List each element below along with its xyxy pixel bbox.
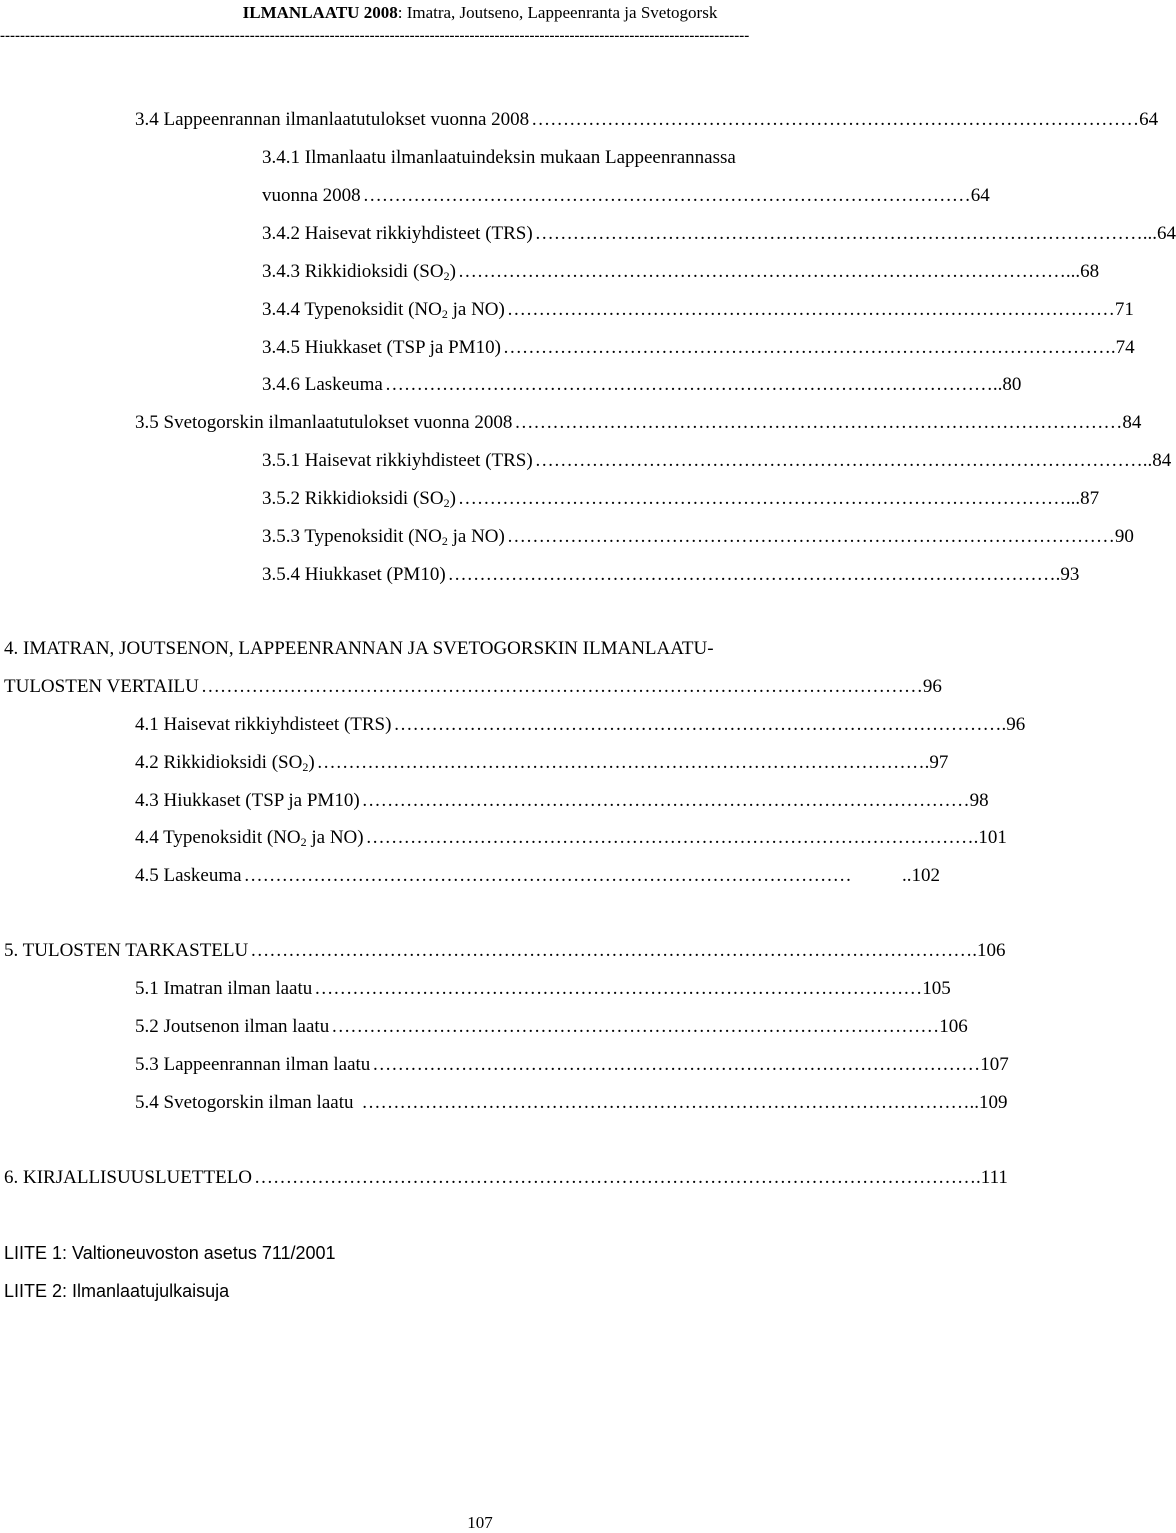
toc-entry-title: 6. KIRJALLISUUSLUETTELO <box>4 1167 253 1188</box>
toc-page-number: .96 <box>1001 714 1026 735</box>
toc-page-number: 98 <box>969 790 989 811</box>
toc-page-number: .74 <box>1110 337 1135 358</box>
toc-entry-4-line1[interactable]: 4. IMATRAN, JOUTSENON, LAPPEENRANNAN JA SVETOGORSKIN ILMANLAATU- <box>4 638 714 659</box>
toc-entry-title: 4.2 Rikkidioksidi $(SO_2)$ <box>135 752 315 774</box>
toc-leader-dots: …………………………………………………………………………………… <box>457 488 1066 509</box>
toc-leader-dots: …………………………………………………………………………………… <box>384 374 993 395</box>
toc-leader-dots: …………………………………………………………………………………… <box>372 1054 981 1075</box>
toc-entry-3-4[interactable] <box>135 108 1159 132</box>
toc-entry-3-5-4[interactable] <box>262 563 1080 587</box>
toc-page-number: .101 <box>973 827 1007 848</box>
appendix-1[interactable]: LIITE 1: Valtioneuvoston asetus 711/2001 <box>4 1243 336 1263</box>
toc-entry-title: 3.5.4 Hiukkaset (PM10) <box>262 564 446 585</box>
toc-leader-dots: …………………………………………………………………………………………………… <box>200 676 923 697</box>
toc-page-number: 90 <box>1114 526 1134 547</box>
toc-entry-4-2[interactable] <box>135 751 949 775</box>
toc-leader-dots: …………………………………………………………………………………… <box>534 223 1143 244</box>
toc-leader-dots: …………………………………………………………………………………… <box>365 827 974 848</box>
header-dash-rule: ------------------------------------------------------------------------------------------------------------------------------------------------------ <box>0 28 750 44</box>
toc-entry-5-2[interactable] <box>135 1015 968 1039</box>
toc-entry-4-5[interactable] <box>135 864 940 888</box>
running-header-title <box>0 3 960 23</box>
toc-entry-title: TULOSTEN VERTAILU <box>4 676 199 697</box>
toc-page-number: 64 <box>970 185 990 206</box>
toc-entry-3-4-1[interactable] <box>262 184 990 208</box>
toc-page-number: ..84 <box>1142 450 1172 471</box>
toc-entry-3-5[interactable] <box>135 411 1142 435</box>
toc-leader-dots: …………………………………………………………………………………… <box>506 299 1115 320</box>
toc-page-number: ..80 <box>992 374 1022 395</box>
toc-page-number: ..102 <box>902 865 940 886</box>
toc-leader-dots: …………………………………………………………………………………… <box>502 337 1111 358</box>
toc-entry-title: 3.4.3 Rikkidioksidi $(SO_2)$ <box>262 261 456 283</box>
toc-entry-3-4-5[interactable] <box>262 336 1135 360</box>
toc-leader-dots: …………………………………………………………………………………… <box>316 752 925 773</box>
toc-entry-title: 5.1 Imatran ilman laatu <box>135 978 313 999</box>
toc-page-number: ...68 <box>1065 261 1100 282</box>
toc-entry-title: 3.5.2 Rikkidioksidi $(SO_2)$ <box>262 488 456 510</box>
toc-page-number: 96 <box>922 676 942 697</box>
toc-entry-title: 5. TULOSTEN TARKASTELU <box>4 940 249 961</box>
toc-leader-dots: …………………………………………………………………………………… <box>506 526 1115 547</box>
toc-leader-dots: …………………………………………………………………………………… <box>534 450 1143 471</box>
toc-entry-3-4-6[interactable] <box>262 373 1022 397</box>
toc-leader-dots: …………………………………………………………………………………… <box>514 412 1123 433</box>
toc-entry-4[interactable] <box>4 675 940 699</box>
toc-leader-dots: …………………………………………………………………………………… <box>447 564 1056 585</box>
header-title-rest: : Imatra, Joutseno, Lappeenranta ja Svetogorsk <box>397 3 718 22</box>
toc-page-number: .93 <box>1055 564 1080 585</box>
toc-page-number: .97 <box>924 752 949 773</box>
toc-entry-5-1[interactable] <box>135 977 951 1001</box>
toc-page-number: ..109 <box>969 1092 1008 1113</box>
toc-entry-title: 5.3 Lappeenrannan ilman laatu <box>135 1054 371 1075</box>
toc-page-number: 107 <box>980 1054 1009 1075</box>
toc-entry-3-4-1-line1[interactable]: 3.4.1 Ilmanlaatu ilmanlaatuindeksin mukaan Lappeenrannassa <box>262 147 736 168</box>
toc-page-number: .111 <box>976 1167 1008 1188</box>
toc-leader-dots: …………………………………………………………………………………… <box>362 185 971 206</box>
toc-entry-5[interactable] <box>4 939 1006 963</box>
toc-page-number: ...87 <box>1065 488 1100 509</box>
toc-entry-title: 3.4.4 Typenoksidit ($NO_2$ ja NO) <box>262 299 505 321</box>
toc-entry-title: 3.4 Lappeenrannan ilmanlaatutulokset vuonna 2008 <box>135 109 530 130</box>
toc-entry-3-5-2[interactable] <box>262 487 1100 511</box>
header-title-lead: ILMANLAATU 2008 <box>242 3 398 22</box>
toc-page-number: 71 <box>1114 299 1134 320</box>
toc-entry-title: 3.5.3 Typenoksidit ($NO_2$ ja NO) <box>262 526 505 548</box>
toc-entry-title: 5.4 Svetogorskin ilman laatu <box>135 1092 354 1113</box>
toc-leader-dots: …………………………………………………………………………………… <box>331 1016 940 1037</box>
toc-entry-5-4[interactable] <box>135 1091 1008 1115</box>
toc-entry-4-1[interactable] <box>135 713 1026 737</box>
toc-entry-title: 3.5 Svetogorskin ilmanlaatutulokset vuonna 2008 <box>135 412 513 433</box>
toc-entry-title: 4.4 Typenoksidit ($NO_2$ ja NO) <box>135 827 364 849</box>
toc-entry-4-3[interactable] <box>135 789 989 813</box>
appendix-2[interactable]: LIITE 2: Ilmanlaatujulkaisuja <box>4 1281 230 1301</box>
toc-entry-3-5-1[interactable] <box>262 449 1172 473</box>
toc-entry-3-4-3[interactable] <box>262 260 1100 284</box>
toc-entry-title: 4.5 Laskeuma <box>135 865 242 886</box>
toc-leader-dots: …………………………………………………………………………………………………… <box>254 1167 977 1188</box>
toc-entry-4-4[interactable] <box>135 826 1007 850</box>
toc-leader-dots: …………………………………………………………………………………… <box>393 714 1002 735</box>
toc-entry-6[interactable] <box>4 1166 1008 1190</box>
page-number: 107 <box>467 1513 493 1532</box>
toc-leader-dots: …………………………………………………………………………………… <box>243 865 852 886</box>
toc-leader-dots: …………………………………………………………………………………………………… <box>250 940 973 961</box>
toc-page-number: 105 <box>922 978 951 999</box>
toc-entry-title: vuonna 2008 <box>262 185 361 206</box>
toc-entry-5-3[interactable] <box>135 1053 1009 1077</box>
toc-entry-3-4-4[interactable] <box>262 298 1134 322</box>
toc-leader-dots: …………………………………………………………………………………… <box>314 978 923 999</box>
toc-entry-title: 4.1 Haisevat rikkiyhdisteet (TRS) <box>135 714 392 735</box>
toc-leader-dots: …………………………………………………………………………………… <box>531 109 1140 130</box>
toc-leader-dots: …………………………………………………………………………………… <box>457 261 1066 282</box>
toc-entry-title: 4.3 Hiukkaset (TSP ja PM10) <box>135 790 360 811</box>
toc-entry-title: 3.5.1 Haisevat rikkiyhdisteet (TRS) <box>262 450 533 471</box>
toc-page-number: 106 <box>939 1016 968 1037</box>
toc-page-number: .106 <box>972 940 1006 961</box>
toc-leader-dots: …………………………………………………………………………………… <box>361 1092 970 1113</box>
toc-page-number: 64 <box>1139 109 1159 130</box>
toc-entry-title: 3.4.5 Hiukkaset (TSP ja PM10) <box>262 337 501 358</box>
toc-entry-3-4-2[interactable] <box>262 222 1176 246</box>
toc-entry-3-5-3[interactable] <box>262 525 1134 549</box>
toc-entry-title: 3.4.6 Laskeuma <box>262 374 383 395</box>
toc-page-number: 84 <box>1122 412 1142 433</box>
toc-entry-title: 3.4.2 Haisevat rikkiyhdisteet (TRS) <box>262 223 533 244</box>
toc-entry-title: 5.2 Joutsenon ilman laatu <box>135 1016 330 1037</box>
toc-leader-dots: …………………………………………………………………………………… <box>361 790 970 811</box>
toc-page-number: ...64 <box>1142 223 1176 244</box>
